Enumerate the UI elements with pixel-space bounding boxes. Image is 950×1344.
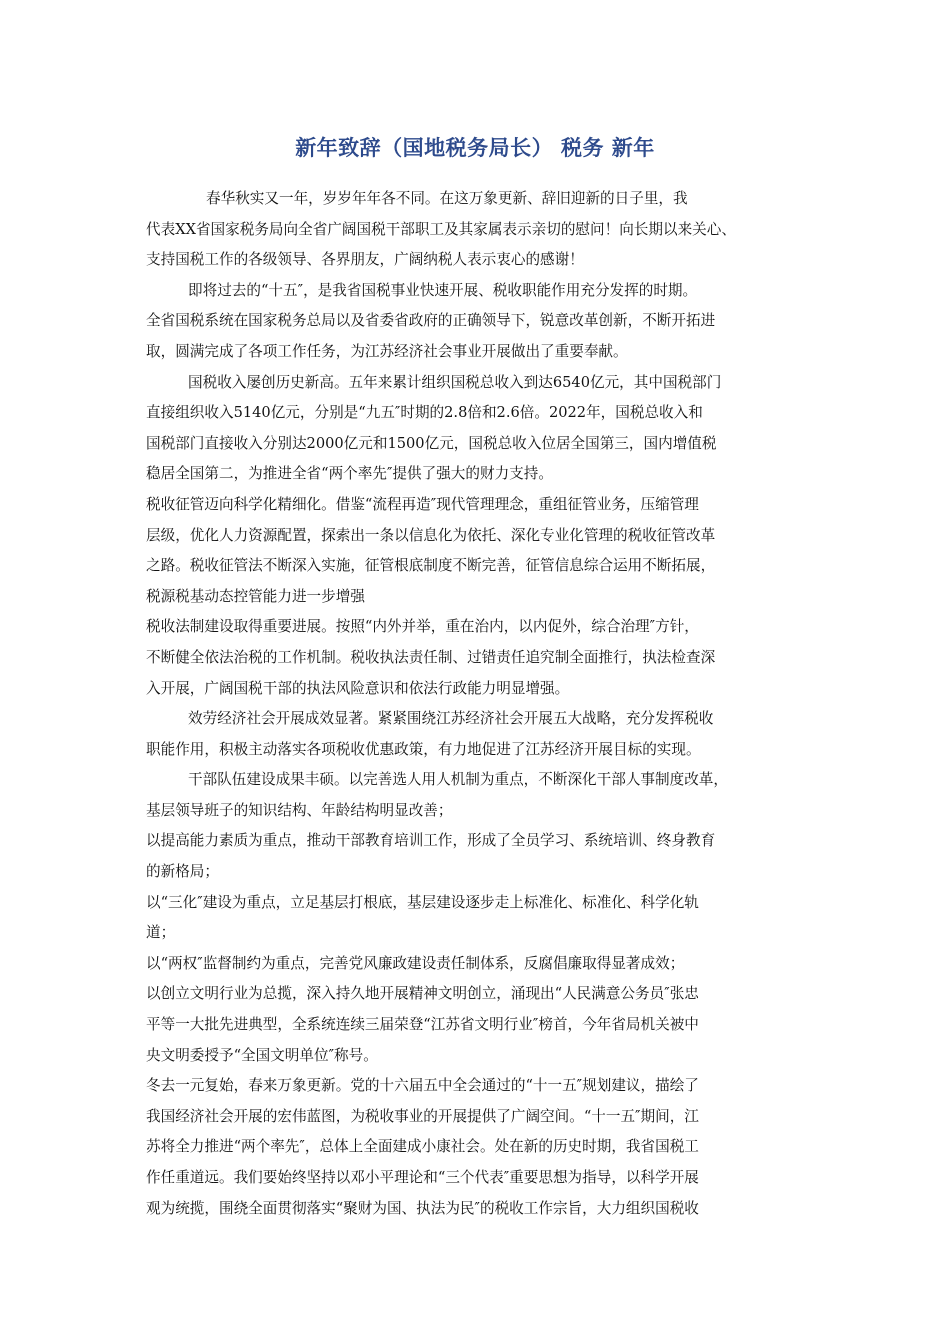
text-line: 以“两权″监督制约为重点，完善党风廉政建设责任制体系，反腐倡廉取得显著成效； <box>146 954 685 972</box>
text-line: 支持国税工作的各级领导、各界朋友，广阔纳税人表示衷心的感谢！ <box>146 251 584 269</box>
text-line: 以创立文明行业为总揽，深入持久地开展精神文明创立，涌现出“人民满意公务员″张忠 <box>146 985 699 1003</box>
text-line: 税源税基动态控管能力进一步增强 <box>146 587 365 605</box>
text-line: 不断健全依法治税的工作机制。税收执法责任制、过错责任追究制全面推行，执法检查深 <box>146 648 716 666</box>
text-line: 税收法制建设取得重要进展。按照“内外并举，重在治内，以内促外，综合治理″方针， <box>146 618 699 636</box>
text-line: 稳居全国第二，为推进全省“两个率先″提供了强大的财力支持。 <box>146 465 553 483</box>
text-line: 以“三化″建设为重点，立足基层打根底，基层建设逐步走上标准化、标准化、科学化轨 <box>146 893 699 911</box>
text-line: 冬去一元复始，春来万象更新。党的十六届五中全会通过的“十一五″规划建议，描绘了 <box>146 1077 699 1095</box>
text-line: 国税收入屡创历史新高。五年来累计组织国税总收入到达6540亿元，其中国税部门 <box>188 373 722 391</box>
text-line: 作任重道远。我们要始终坚持以邓小平理论和“三个代表″重要思想为指导，以科学开展 <box>146 1169 699 1186</box>
text-line: 基层领导班子的知识结构、年龄结构明显改善； <box>146 801 453 819</box>
text-line: 全省国税系统在国家税务总局以及省委省政府的正确领导下，锐意改革创新，不断开拓进 <box>146 312 716 330</box>
text-line: 税收征管迈向科学化精细化。借鉴“流程再造″现代管理理念，重组征管业务，压缩管理 <box>146 495 699 513</box>
text-line: 春华秋实又一年，岁岁年年各不同。在这万象更新、辞旧迎新的日子里，我 <box>206 190 688 207</box>
text-line: 道； <box>146 924 176 942</box>
text-line: 即将过去的“十五″，是我省国税事业快速开展、税收职能作用充分发挥的时期。 <box>188 281 698 299</box>
text-line: 层级，优化人力资源配置，探索出一条以信息化为依托、深化专业化管理的税收征管改革 <box>146 526 716 544</box>
text-line: 入开展，广阔国税干部的执法风险意识和依法行政能力明显增强。 <box>146 679 570 697</box>
text-line: 效劳经济社会开展成效显著。紧紧围绕江苏经济社会开展五大战略，充分发挥税收 <box>188 710 714 728</box>
text-line: 之路。税收征管法不断深入实施，征管根底制度不断完善，征管信息综合运用不断拓展， <box>146 557 716 575</box>
text-line: 的新格局； <box>146 863 219 881</box>
text-line: 平等一大批先进典型，全系统连续三届荣登“江苏省文明行业″榜首，今年省局机关被中 <box>146 1016 699 1034</box>
document-body <box>146 184 826 1224</box>
text-line: 取，圆满完成了各项工作任务，为江苏经济社会事业开展做出了重要奉献。 <box>146 342 628 360</box>
text-line: 代表XX省国家税务局向全省广阔国税干部职工及其家属表示亲切的慰问！向长期以来关心、 <box>146 220 736 238</box>
text-line: 职能作用，积极主动落实各项税收优惠政策，有力地促进了江苏经济开展目标的实现。 <box>146 740 701 758</box>
text-line: 苏将全力推进“两个率先″，总体上全面建成小康社会。处在新的历史时期，我省国税工 <box>146 1138 699 1156</box>
text-line: 观为统揽，围绕全面贯彻落实“聚财为国、执法为民″的税收工作宗旨，大力组织国税收 <box>146 1199 699 1217</box>
text-line: 直接组织收入5140亿元，分别是“九五″时期的2.8倍和2.6倍。2022年，国税总收入和 <box>146 404 703 422</box>
text-line: 干部队伍建设成果丰硕。以完善选人用人机制为重点，不断深化干部人事制度改革， <box>188 771 728 789</box>
text-line: 我国经济社会开展的宏伟蓝图，为税收事业的开展提供了广阔空间。“十一五″期间，江 <box>146 1107 699 1125</box>
text-line: 国税部门直接收入分别达2000亿元和1500亿元，国税总收入位居全国第三，国内增值税 <box>146 434 717 452</box>
text-line: 以提高能力素质为重点，推动干部教育培训工作，形成了全员学习、系统培训、终身教育 <box>146 832 716 850</box>
text-line: 央文明委授予“全国文明单位″称号。 <box>146 1046 378 1064</box>
document-title: 新年致辞（国地税务局长） 税务 新年 <box>295 136 655 160</box>
